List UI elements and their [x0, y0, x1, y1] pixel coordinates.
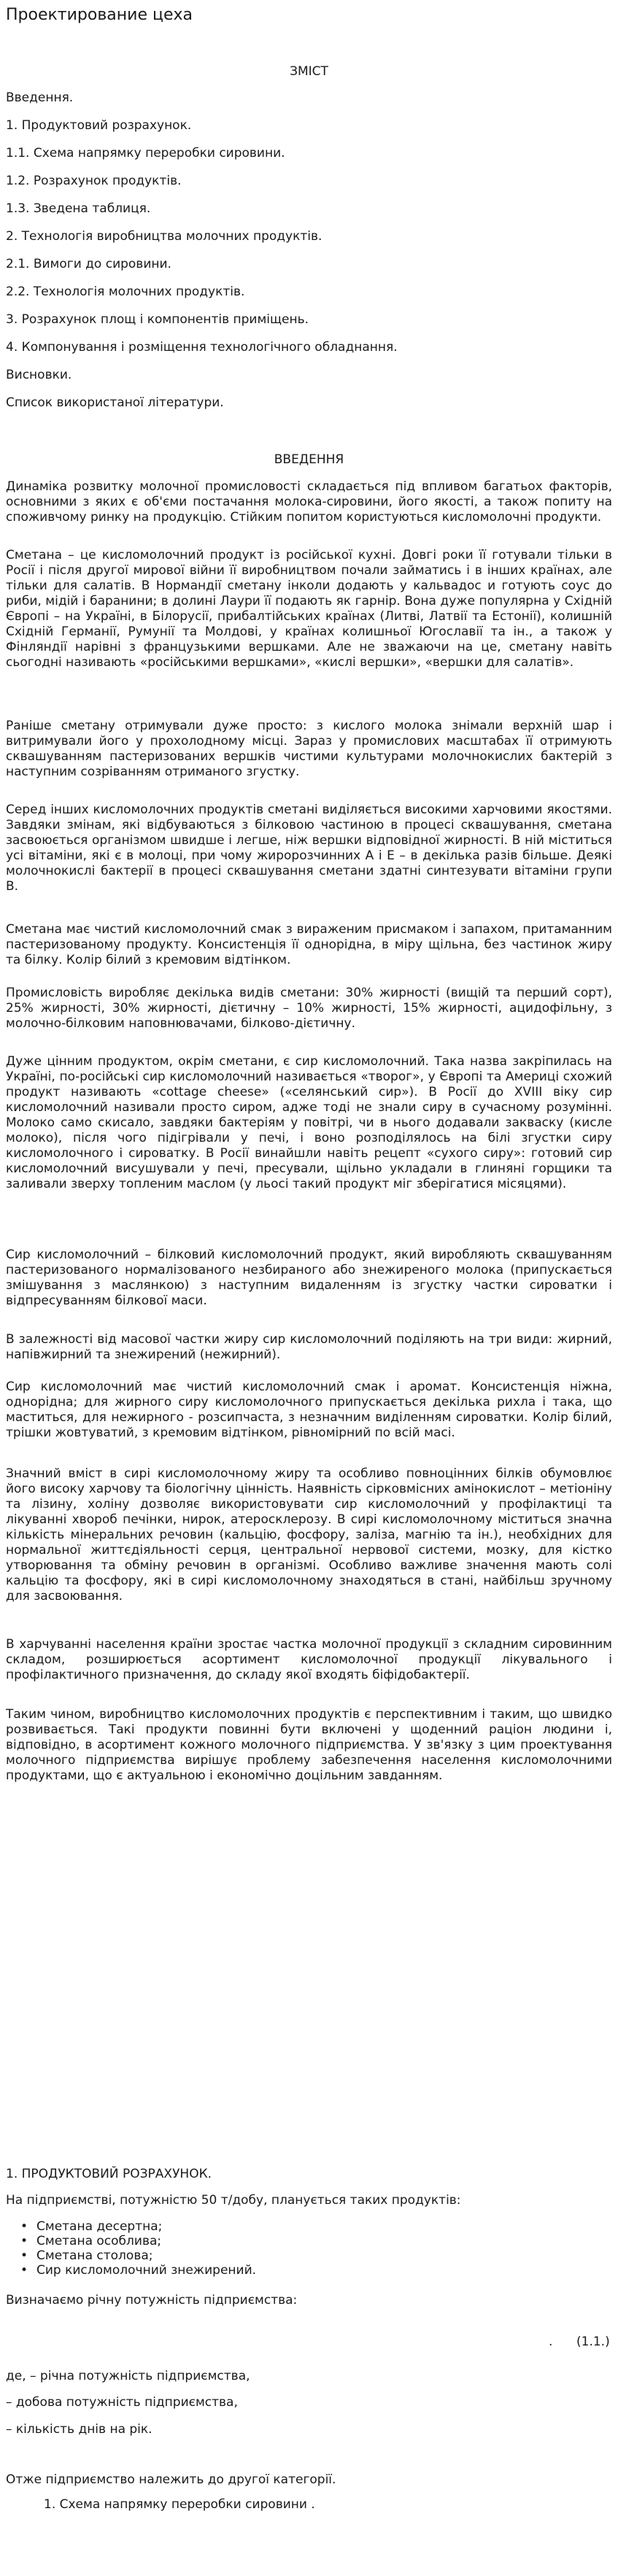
- where-line: де, – річна потужність підприємства,: [6, 2369, 250, 2383]
- intro-paragraph: В харчуванні населення країни зростає частка молочної продукції з складним сировинним складом, розширюється асортимент кисломолочної продукції лікувального і профілактичного призначення, до складу якої входять біфідобактерії.: [6, 1637, 612, 1682]
- intro-paragraph: Сметана – це кисломолочний продукт із російської кухні. Довгі роки її готували тільки в Росії і після другої мирової війни її виробництвом почали займатись і в інших країнах, але тільки для салатів. В Нормандії сметану інколи додають у кальвадос и готують соус до риби, мідій і баранини; в долині Лаури її подають як гарнір. Вона дуже популярна у Східній Європі – на Україні, в Білорусії, прибалтійських країнах (Литві, Латвії та Естонії), колишній Східній Германії, Румунії та Молдові, у країнах колишньої Югославії та ін., а також у Фінляндії нарівні з французькими вершками. Але не зважаючи на це, сметану навіть сьогодні називають «російськими вершками», «кислі вершки», «вершки для салатів».: [6, 548, 612, 670]
- product-item: • Сметана столова;: [36, 2248, 256, 2263]
- intro-paragraph: Сир кисломолочний – білковий кисломолочний продукт, який виробляють сквашуванням пастеризованого нормалізованого незбираного або знежиреного молока (припускається змішування з маслянкою) з наступним видаленням із згустку частки сироватки і відпресуванням білкової маси.: [6, 1248, 612, 1308]
- intro-paragraph: Промисловість виробляє декілька видів сметани: 30% жирності (вищій та перший сорт), 25% жирності, 30% жирності, дієтичну – 10% жирності, 15% жирності, ацидофільну, з молочно-білковим наповнювачами, білково-дієтичну.: [6, 986, 612, 1031]
- equation-number: (1.1.): [576, 2335, 610, 2349]
- toc-item: 1. Продуктовий розрахунок.: [6, 118, 192, 133]
- product-item: • Сметана особлива;: [36, 2234, 256, 2248]
- toc-item: 2.1. Вимоги до сировини.: [6, 257, 171, 271]
- toc-item: 1.3. Зведена таблиця.: [6, 201, 151, 216]
- equation-dot: .: [549, 2335, 553, 2349]
- intro-paragraph: Динаміка розвитку молочної промисловості складається під впливом багатьох факторів, основними з яких є об'єми постачання молока-сировини, його якості, а також попиту на споживчому ринку на продукцію. Стійким попитом користуються кисломолочні продукти.: [6, 479, 612, 525]
- toc-item: Висновки.: [6, 368, 72, 382]
- toc-heading: ЗМІСТ: [290, 64, 328, 79]
- capacity-line: Визначаємо річну потужність підприємства:: [6, 2293, 298, 2308]
- where-line: – добова потужність підприємства,: [6, 2395, 238, 2410]
- category-line: Отже підприємство належить до другої категорії.: [6, 2472, 336, 2487]
- intro-paragraph: Дуже цінним продуктом, окрім сметани, є сир кисломолочний. Така назва закріпилась на Україні, по-російські сир кисломолочний називається «творог», у Європі та Америці схожий продукт називають «cottage cheese» («селянський сир»). В Росії до XVIII віку сир кисломолочний називали просто сиром, адже тоді не знали сиру в сучасному розумінні. Молоко само скисало, завдяки бактеріям у повітрі, чи в нього додавали закваску (кисле молоко), після чого підігрівали у печі, і воно розподілялось на білі згустки сиру кисломолочного і сироватку. В Росії винайшли навіть рецепт «сухого сиру»: готовий сир кисломолочний висушували у печі, пресували, щільно укладали в глиняні горщики та заливали зверху топленим маслом (у льосі такий продукт міг зберігатися місяцями).: [6, 1054, 612, 1191]
- where-line: – кількість днів на рік.: [6, 2422, 152, 2437]
- intro-heading: ВВЕДЕННЯ: [274, 452, 344, 467]
- toc-item: 3. Розрахунок площ і компонентів приміщень.: [6, 312, 309, 327]
- product-item: • Сметана десертна;: [36, 2219, 256, 2234]
- toc-item: 2.2. Технологія молочних продуктів.: [6, 285, 245, 299]
- intro-paragraph: В залежності від масової частки жиру сир кисломолочний поділяють на три види: жирний, напівжирний та знежирений (нежирний).: [6, 1332, 612, 1362]
- intro-paragraph: Серед інших кисломолочних продуктів сметані виділяється високими харчовими якостями. Завдяки змінам, які відбуваються з білковою частиною в процесі сквашування, сметана засвоюється організмом швидше і легше, ніж вершки відповідної жирності. В ній міститься усі вітаміни, які є в молоці, при чому жиророзчинних А і Е – в декілька разів більше. Деякі молочнокислі бактерії в процесі сквашування сметани здатні синтезувати вітаміни групи В.: [6, 802, 612, 894]
- intro-paragraph: Сметана має чистий кисломолочний смак з вираженим присмаком і запахом, притаманним пастеризованому продукту. Консистенція її однорідна, в міру щільна, без частинок жиру та білку. Колір білий з кремовим відтінком.: [6, 922, 612, 967]
- toc-item: 1.1. Схема напрямку переробки сировини.: [6, 146, 285, 160]
- toc-item: Список використаної літератури.: [6, 395, 224, 410]
- toc-item: 2. Технологія виробництва молочних продуктів.: [6, 229, 322, 244]
- section-lead: На підприємстві, потужністю 50 т/добу, планується таких продуктів:: [6, 2193, 461, 2208]
- intro-paragraph: Таким чином, виробництво кисломолочних продуктів є перспективним і таким, що швидко розвивається. Такі продукти повинні бути включені у щоденний раціон людини і, відповідно, в асортимент кожного молочного підприємства. У зв'язку з цим проектування молочного підприємства вирішує проблему забезпечення населення кисломолочними продуктами, що є актуальною і економічно доцільним завданням.: [6, 1707, 612, 1783]
- product-list: [36, 2219, 256, 2278]
- subsection-heading: 1. Схема напрямку переробки сировини .: [44, 2497, 315, 2512]
- page-title: Проектирование цеха: [6, 6, 193, 24]
- intro-paragraph: Значний вміст в сирі кисломолочному жиру та особливо повноцінних білків обумовлює його високу харчову та біологічну цінність. Наявність сірковмісних амінокислот – метіоніну та лізину, холіну дозволяє використовувати сир кисломолочний у профілактиці та лікуванні хвороб печінки, нирок, атеросклерозу. В сирі кисломолочному міститься значна кількість мінеральних речовин (кальцію, фосфору, заліза, магнію та ін.), необхідних для нормальної життєдіяльності серця, центральної нервової системи, мозку, для кісткo утворювання та обміну речовин в організмі. Особливо важливе значення мають солі кальцію та фосфору, які в сирі кисломолочному знаходяться в стані, найбільш зручному для засвоювання.: [6, 1466, 612, 1604]
- intro-paragraph: Сир кисломолочний має чистий кисломолочний смак і аромат. Консистенція ніжна, однорідна; для жирного сиру кисломолочного припускається декілька рихла і така, що маститься, для нежирного - розсипчаста, з незначним виділенням сироватки. Колір білий, трішки жовтуватий, з кремовим відтінком, рівномірний по всій масі.: [6, 1380, 612, 1440]
- section-heading: 1. ПРОДУКТОВИЙ РОЗРАХУНОК.: [6, 2167, 212, 2181]
- toc-item: Введення.: [6, 90, 74, 105]
- toc-item: 4. Компонування і розміщення технологічного обладнання.: [6, 340, 398, 355]
- toc-item: 1.2. Розрахунок продуктів.: [6, 174, 182, 188]
- product-item: • Сир кисломолочний знежирений.: [36, 2263, 256, 2278]
- intro-paragraph: Раніше сметану отримували дуже просто: з кислого молока знімали верхній шар і витримували його у прохолодному місці. Зараз у промислових масштабах її отримують сквашуванням пастеризованих вершків чистими культурами молочнокислих бактерій з наступним созріванням отриманого згустку.: [6, 719, 612, 779]
